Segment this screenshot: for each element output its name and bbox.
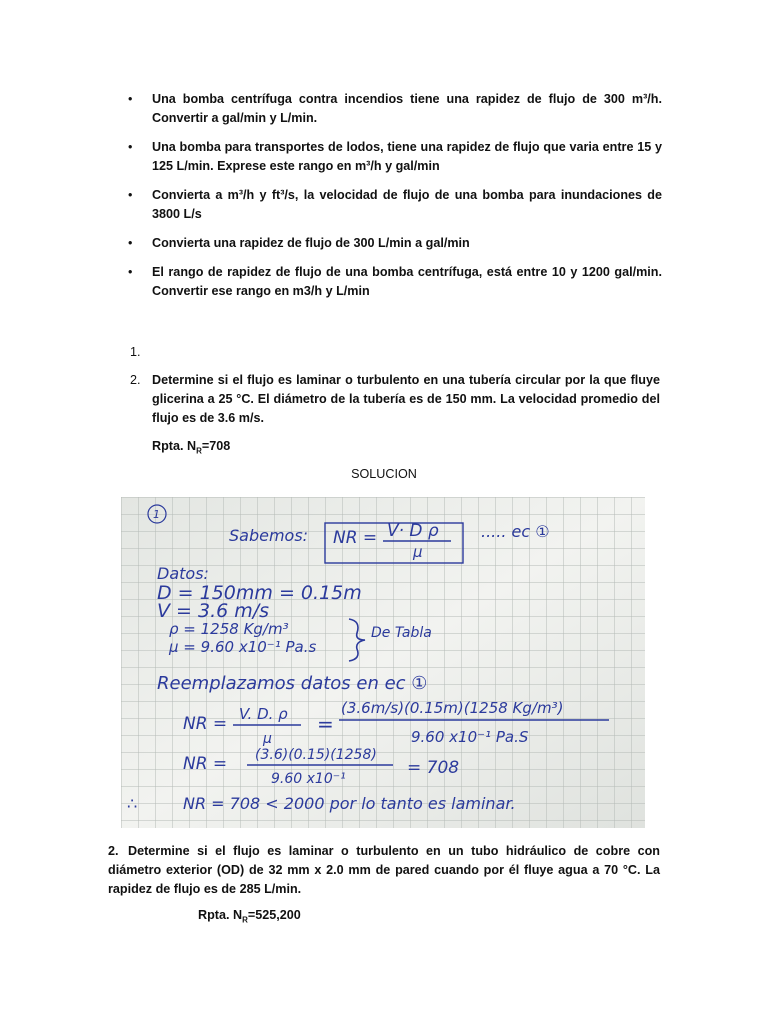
bullet-item: • Una bomba centrífuga contra incendios tiene una rapidez de flujo de 300 m³/h. Convertir a gal/min y L/min. xyxy=(128,90,662,128)
hw-v-line: V = 3.6 m/s xyxy=(157,600,270,622)
list-number-1: 1. xyxy=(130,345,141,359)
hw-nr2-res: = 708 xyxy=(407,758,460,778)
problem-1-answer: Rpta. $N_R=708$ xyxy=(152,439,231,456)
hw-nr1-eq: = xyxy=(317,712,334,736)
hw-formula-den: μ xyxy=(413,543,423,561)
hw-rho-line: ρ = 1258 Kg/m³ xyxy=(169,620,289,638)
hw-nr2-lhs: NR = xyxy=(183,754,228,774)
hw-nr1-num2: (3.6m/s)(0.15m)(1258 Kg/m³) xyxy=(341,699,564,717)
problem-2-text: Determine si el flujo es laminar o turbulento en un tubo hidráulico de cobre con diámetro exterior (OD) de 32 mm x 2.0 mm de pared cuando por él fluye agua a 70 °C. La rapidez de flujo es de 285 L/min. xyxy=(108,844,660,896)
hw-mu-line: μ = 9.60 x10⁻¹ Pa.s xyxy=(169,638,317,656)
bullet-item: • Una bomba para transportes de lodos, tiene una rapidez de flujo que varia entre 15 y 125 L/min. Exprese este rango en m³/h y gal/min xyxy=(128,138,662,176)
hw-formula-num: V· D ρ xyxy=(387,521,439,541)
hw-final-line: NR = 708 < 2000 por lo tanto es laminar. xyxy=(183,794,516,813)
hw-ec-ref: ..... ec ① xyxy=(481,522,550,541)
hw-nr1-den2: 9.60 x10⁻¹ Pa.S xyxy=(411,728,529,746)
hw-therefore: ∴ xyxy=(127,794,138,813)
list-number-2: 2. xyxy=(130,373,141,387)
exercise-bullet-list xyxy=(128,90,662,311)
bullet-item: • El rango de rapidez de flujo de una bomba centrífuga, está entre 10 y 1200 gal/min. Convertir ese rango en m3/h y L/min xyxy=(128,263,662,301)
problem-2-answer: Rpta. $N_R=525,200$ xyxy=(198,908,301,925)
hw-sabemos: Sabemos: xyxy=(229,526,309,545)
hw-nr1-lhs: NR = xyxy=(183,714,228,734)
problem-2-number: 2. xyxy=(108,844,119,858)
circle-number: 1 xyxy=(153,508,160,521)
hw-formula-lhs: NR = xyxy=(333,528,378,548)
bullet-item: • Convierta una rapidez de flujo de 300 L/min a gal/min xyxy=(128,234,662,253)
handwritten-solution-photo xyxy=(121,497,645,828)
bullet-item: • Convierta a m³/h y ft³/s, la velocidad de flujo de una bomba para inundaciones de 3800 L/s xyxy=(128,186,662,224)
solution-heading: SOLUCION xyxy=(351,467,417,481)
hw-d-line: D = 150mm = 0.15m xyxy=(157,582,362,604)
hw-datos: Datos: xyxy=(157,564,209,583)
hw-nr1-num: V. D. ρ xyxy=(239,705,288,723)
hw-nr2-num: (3.6)(0.15)(1258) xyxy=(255,747,377,763)
hw-nr1-den: μ xyxy=(263,731,272,747)
hw-reemplazamos: Reemplazamos datos en ec ① xyxy=(157,673,428,694)
hw-nr2-den: 9.60 x10⁻¹ xyxy=(271,771,346,787)
problem-1-text: Determine si el flujo es laminar o turbulento en una tubería circular por la que fluye glicerina a 25 °C. El diámetro de la tubería es de 150 mm. La velocidad promedio del flujo es de 3.6 m/s. xyxy=(152,373,660,425)
hw-de-tabla: De Tabla xyxy=(371,625,432,641)
